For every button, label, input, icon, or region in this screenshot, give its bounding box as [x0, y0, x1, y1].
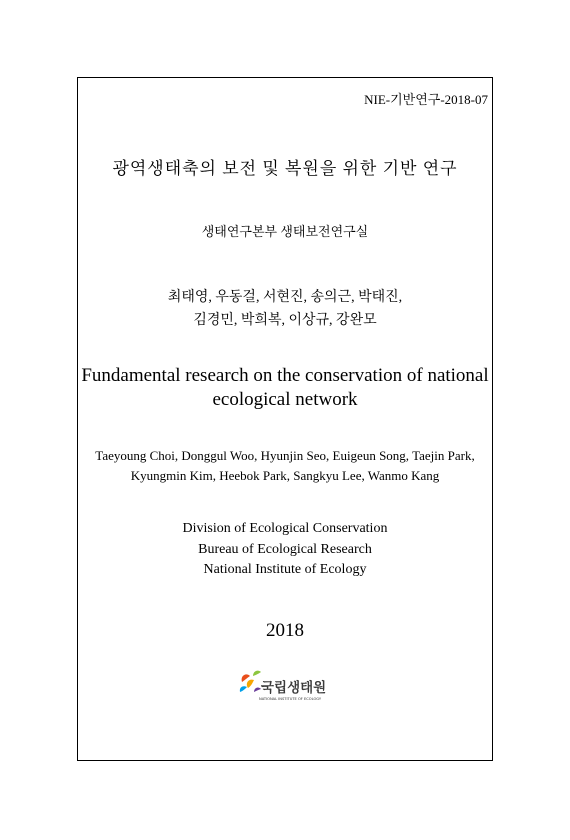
authors-english-line: Taeyoung Choi, Donggul Woo, Hyunjin Seo, Euigeun Song, Taejin Park,: [95, 448, 475, 463]
title-english-line: Fundamental research on the conservation of national: [81, 365, 489, 386]
title-english-line: ecological network: [212, 389, 358, 410]
affiliation: [78, 519, 492, 581]
logo-subtext: NATIONAL INSTITUTE OF ECOLOGY: [259, 697, 322, 701]
authors-english-line: Kyungmin Kim, Heebok Park, Sangkyu Lee, Wanmo Kang: [130, 468, 440, 483]
report-number: NIE-기반연구-2018-07: [364, 92, 488, 107]
authors-korean: [78, 286, 492, 332]
affiliation-line: Bureau of Ecological Research: [198, 541, 372, 557]
affiliation-line: Division of Ecological Conservation: [182, 521, 388, 536]
nie-logo: [238, 668, 338, 718]
division-korean: 생태연구본부 생태보전연구실: [201, 224, 369, 239]
cover-frame: [77, 77, 493, 761]
publication-year: 2018: [266, 620, 304, 641]
logo-leaf-icon: [240, 671, 261, 692]
authors-english: [68, 446, 502, 486]
affiliation-line: National Institute of Ecology: [203, 562, 367, 577]
authors-korean-line: 최태영, 우동걸, 서현진, 송의근, 박태진,: [167, 290, 403, 305]
title-english: [78, 364, 492, 412]
logo-text: 국립생태원: [261, 680, 327, 696]
title-korean: 광역생태축의 보전 및 복원을 위한 기반 연구: [112, 159, 458, 178]
authors-korean-line: 김경민, 박희복, 이상규, 강완모: [193, 313, 377, 328]
